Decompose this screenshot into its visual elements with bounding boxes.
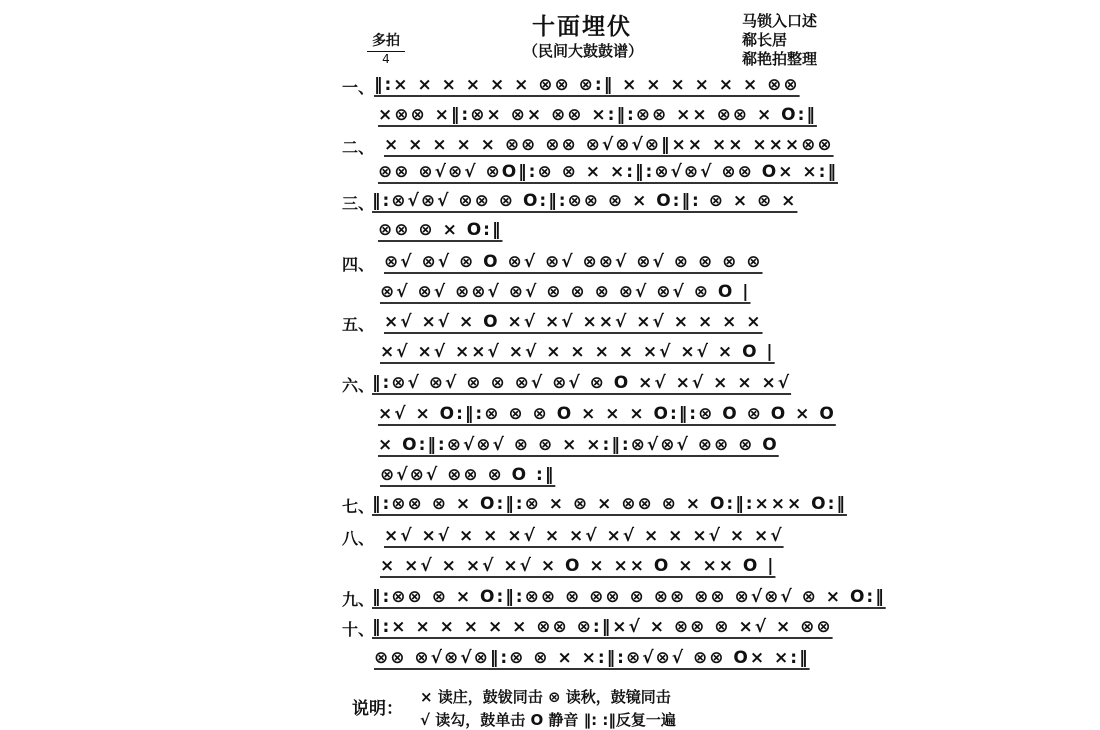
- time-signature: [367, 30, 405, 66]
- notation-line: ×√ × O:‖:⊗ ⊗ ⊗ O × × × O:‖:⊗ O ⊗ O × O: [378, 404, 836, 424]
- meter-denominator: 4: [382, 52, 390, 66]
- notation-line: ×⊗⊗ ×‖:⊗× ⊗× ⊗⊗ ×:‖:⊗⊗ ×× ⊗⊗ × O:‖: [378, 105, 817, 125]
- legend-line: √ 读勾，鼓单击 O 静音 ‖: :‖反复一遍: [420, 711, 676, 729]
- notation-line: × ×√ × ×√ ×√ × O × ×× O × ×× O |: [380, 556, 776, 576]
- section-label: 一、: [342, 78, 375, 97]
- notation-line: ⊗⊗ ⊗√⊗√⊗‖:⊗ ⊗ × ×:‖:⊗√⊗√ ⊗⊗ O× ×:‖: [374, 648, 810, 668]
- notation-line: ×√ ×√ ××√ ×√ × × × × ×√ ×√ × O |: [380, 342, 775, 362]
- notation-line: ‖:⊗⊗ ⊗ × O:‖:⊗⊗ ⊗ ⊗⊗ ⊗ ⊗⊗ ⊗⊗ ⊗√⊗√ ⊗ × O:‖: [372, 587, 886, 607]
- section-label: 四、: [342, 255, 375, 274]
- credit-block: [742, 12, 817, 69]
- section-label: 七、: [342, 497, 375, 516]
- section-label: 九、: [342, 590, 375, 609]
- page-subtitle: （民间大鼓鼓谱）: [523, 42, 644, 60]
- page-title: 十面埋伏: [532, 14, 632, 40]
- section-label: 三、: [342, 194, 375, 213]
- section-label: 五、: [342, 315, 375, 334]
- credit-line: 郗长居: [742, 31, 788, 49]
- section-label: 六、: [342, 376, 375, 395]
- credit-line: 郗艳拍整理: [742, 50, 818, 68]
- notation-line: ‖:⊗⊗ ⊗ × O:‖:⊗ × ⊗ × ⊗⊗ ⊗ × O:‖:××× O:‖: [372, 494, 847, 514]
- notation-line: ‖:⊗√ ⊗√ ⊗ ⊗ ⊗√ ⊗√ ⊗ O ×√ ×√ × × ×√: [372, 373, 792, 393]
- notation-line: ⊗√ ⊗√ ⊗⊗√ ⊗√ ⊗ ⊗ ⊗ ⊗√ ⊗√ ⊗ O |: [380, 282, 751, 302]
- section-label: 十、: [342, 620, 375, 639]
- meter-numerator: 多拍: [372, 33, 400, 49]
- notation-line: ×√ ×√ × O ×√ ×√ ××√ ×√ × × × ×: [384, 312, 763, 332]
- notation-line: ⊗√⊗√ ⊗⊗ ⊗ O :‖: [380, 465, 556, 485]
- notation-line: × O:‖:⊗√⊗√ ⊗ ⊗ × ×:‖:⊗√⊗√ ⊗⊗ ⊗ O: [378, 435, 779, 455]
- notation-line: ⊗√ ⊗√ ⊗ O ⊗√ ⊗√ ⊗⊗√ ⊗√ ⊗ ⊗ ⊗ ⊗: [384, 252, 763, 272]
- legend-title: 说明：: [352, 699, 403, 719]
- section-label: 八、: [342, 529, 375, 548]
- legend-line: × 读庄，鼓钹同击 ⊗ 读秋，鼓镜同击: [420, 688, 671, 706]
- notation-line: × × × × × ⊗⊗ ⊗⊗ ⊗√⊗√⊗‖×× ×× ×××⊗⊗: [384, 135, 834, 155]
- notation-line: ‖:⊗√⊗√ ⊗⊗ ⊗ O:‖:⊗⊗ ⊗ × O:‖: ⊗ × ⊗ ×: [372, 191, 798, 211]
- section-label: 二、: [342, 138, 375, 157]
- notation-line: ‖:× × × × × × ⊗⊗ ⊗:‖×√ × ⊗⊗ ⊗ ×√ × ⊗⊗: [372, 617, 833, 637]
- notation-line: ⊗⊗ ⊗√⊗√ ⊗O‖:⊗ ⊗ × ×:‖:⊗√⊗√ ⊗⊗ O× ×:‖: [378, 162, 838, 182]
- credit-line: 马锁入口述: [742, 12, 818, 30]
- notation-line: ⊗⊗ ⊗ × O:‖: [378, 220, 503, 240]
- notation-line: ‖:× × × × × × ⊗⊗ ⊗:‖ × × × × × × ⊗⊗: [374, 75, 800, 95]
- notation-line: ×√ ×√ × × ×√ × ×√ ×√ × × ×√ × ×√: [384, 526, 784, 546]
